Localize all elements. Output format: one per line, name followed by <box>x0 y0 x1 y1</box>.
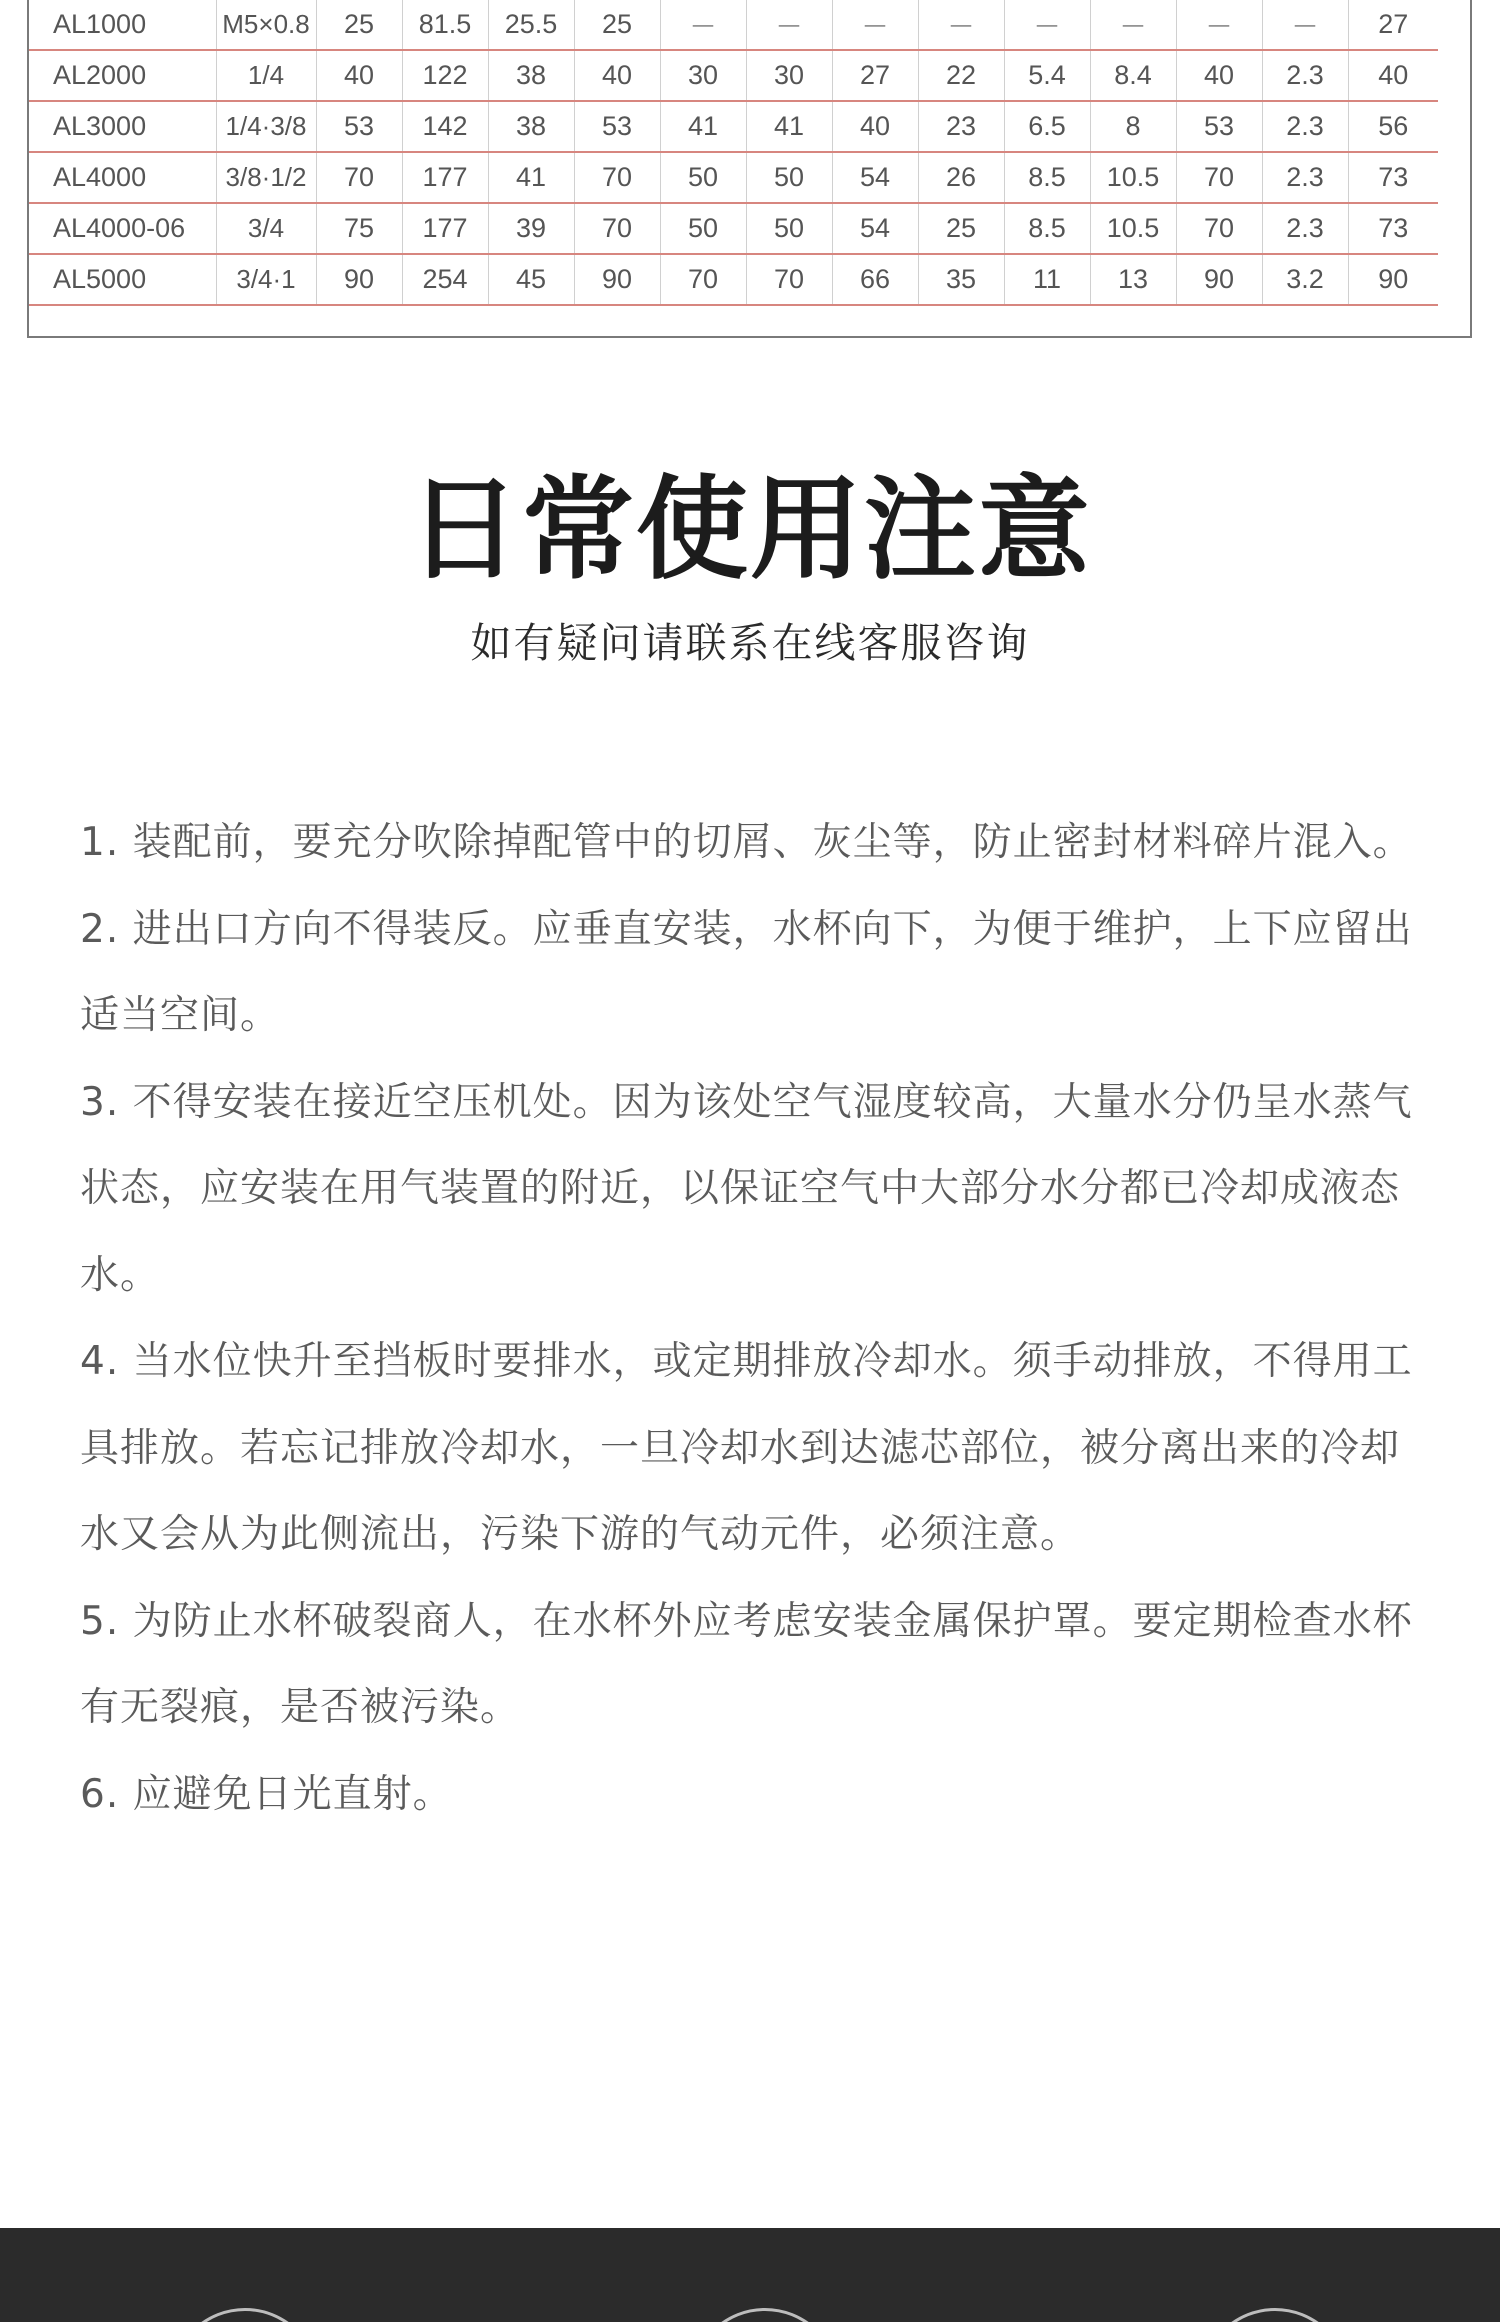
port-size-cell: 1/4 <box>216 50 316 101</box>
table-cell: 54 <box>832 152 918 203</box>
table-cell: 50 <box>660 152 746 203</box>
table-cell: 40 <box>832 101 918 152</box>
table-cell: 13 <box>1090 254 1176 305</box>
table-cell: 41 <box>488 152 574 203</box>
table-cell: 41 <box>746 101 832 152</box>
table-cell: 66 <box>832 254 918 305</box>
table-cell: 177 <box>402 152 488 203</box>
note-item: 4. 当水位快升至挡板时要排水，或定期排放冷却水。须手动排放，不得用工具排放。若忘记排放冷却水，一旦冷却水到达滤芯部位，被分离出来的冷却水又会从为此侧流出，污染下游的气动元件，必须注意。 <box>80 1339 1413 1557</box>
table-cell: 73 <box>1348 203 1438 254</box>
table-cell: 22 <box>918 50 1004 101</box>
table-cell: 53 <box>316 101 402 152</box>
spec-table <box>29 0 1438 306</box>
model-cell: AL4000 <box>29 152 216 203</box>
table-cell: 30 <box>660 50 746 101</box>
table-cell: 50 <box>746 203 832 254</box>
section-title: 日常使用注意 <box>408 465 1092 595</box>
table-cell: 25.5 <box>488 0 574 50</box>
table-cell: 50 <box>660 203 746 254</box>
table-cell: 8.4 <box>1090 50 1176 101</box>
table-cell: 122 <box>402 50 488 101</box>
table-cell: 40 <box>1176 50 1262 101</box>
table-cell: 73 <box>1348 152 1438 203</box>
table-cell: 70 <box>316 152 402 203</box>
table-cell: 35 <box>918 254 1004 305</box>
table-cell: 10.5 <box>1090 203 1176 254</box>
table-row <box>29 254 1438 305</box>
table-cell: 70 <box>746 254 832 305</box>
model-cell: AL2000 <box>29 50 216 101</box>
usage-notes-list <box>80 800 1420 1838</box>
model-cell: AL1000 <box>29 0 216 50</box>
note-item: 1. 装配前，要充分吹除掉配管中的切屑、灰尘等，防止密封材料碎片混入。 <box>80 820 1413 865</box>
table-cell: 56 <box>1348 101 1438 152</box>
port-size-cell: 3/4·1 <box>216 254 316 305</box>
note-item: 3. 不得安装在接近空压机处。因为该处空气湿度较高，大量水分仍呈水蒸气状态，应安装在用气装置的附近，以保证空气中大部分水分都已冷却成液态水。 <box>80 1079 1413 1298</box>
table-cell: 25 <box>918 203 1004 254</box>
port-size-cell: 1/4·3/8 <box>216 101 316 152</box>
port-size-cell: M5×0.8 <box>216 0 316 50</box>
table-row <box>29 50 1438 101</box>
table-cell: 90 <box>574 254 660 305</box>
table-cell: 54 <box>832 203 918 254</box>
model-cell: AL4000-06 <box>29 203 216 254</box>
table-cell: － <box>1262 0 1348 50</box>
table-row <box>29 203 1438 254</box>
table-cell: 27 <box>832 50 918 101</box>
table-cell: 75 <box>316 203 402 254</box>
table-cell: － <box>918 0 1004 50</box>
table-cell: － <box>660 0 746 50</box>
table-cell: 2.3 <box>1262 101 1348 152</box>
table-cell: 30 <box>746 50 832 101</box>
table-cell: 40 <box>574 50 660 101</box>
table-cell: 90 <box>1176 254 1262 305</box>
table-cell: 50 <box>746 152 832 203</box>
table-row <box>29 0 1438 50</box>
table-cell: 23 <box>918 101 1004 152</box>
table-cell: 3.2 <box>1262 254 1348 305</box>
table-cell: 177 <box>402 203 488 254</box>
table-cell: 70 <box>574 152 660 203</box>
table-cell: 90 <box>1348 254 1438 305</box>
model-cell: AL5000 <box>29 254 216 305</box>
model-cell: AL3000 <box>29 101 216 152</box>
table-cell: 2.3 <box>1262 203 1348 254</box>
table-cell: － <box>1090 0 1176 50</box>
table-cell: 8.5 <box>1004 203 1090 254</box>
table-row <box>29 152 1438 203</box>
table-cell: 2.3 <box>1262 50 1348 101</box>
table-cell: － <box>1176 0 1262 50</box>
table-cell: 25 <box>316 0 402 50</box>
spec-table-body <box>29 0 1438 305</box>
table-cell: 70 <box>660 254 746 305</box>
table-cell: 11 <box>1004 254 1090 305</box>
table-cell: 45 <box>488 254 574 305</box>
note-item: 6. 应避免日光直射。 <box>80 1771 453 1817</box>
table-cell: 70 <box>574 203 660 254</box>
note-item: 2. 进出口方向不得装反。应垂直安装，水杯向下，为便于维护，上下应留出适当空间。 <box>80 906 1413 1038</box>
footer-circle-icon <box>690 2308 840 2322</box>
table-cell: 8.5 <box>1004 152 1090 203</box>
footer-circle-icon <box>170 2308 320 2322</box>
port-size-cell: 3/4 <box>216 203 316 254</box>
table-cell: 26 <box>918 152 1004 203</box>
table-cell: 81.5 <box>402 0 488 50</box>
table-cell: 90 <box>316 254 402 305</box>
note-item: 5. 为防止水杯破裂商人，在水杯外应考虑安装金属保护罩。要定期检查水杯有无裂痕，是否被污染。 <box>80 1598 1413 1730</box>
table-cell: 2.3 <box>1262 152 1348 203</box>
table-cell: － <box>746 0 832 50</box>
footer-band <box>0 2228 1500 2322</box>
table-cell: － <box>832 0 918 50</box>
table-cell: 70 <box>1176 203 1262 254</box>
table-cell: 254 <box>402 254 488 305</box>
table-cell: 53 <box>1176 101 1262 152</box>
table-cell: 25 <box>574 0 660 50</box>
table-cell: 40 <box>1348 50 1438 101</box>
table-cell: 70 <box>1176 152 1262 203</box>
footer-circle-icon <box>1200 2308 1350 2322</box>
table-cell: 142 <box>402 101 488 152</box>
spec-table-container <box>27 0 1472 338</box>
table-cell: 6.5 <box>1004 101 1090 152</box>
table-cell: 27 <box>1348 0 1438 50</box>
table-cell: 10.5 <box>1090 152 1176 203</box>
table-cell: 40 <box>316 50 402 101</box>
table-cell: 38 <box>488 50 574 101</box>
table-row <box>29 101 1438 152</box>
table-cell: 8 <box>1090 101 1176 152</box>
table-cell: 41 <box>660 101 746 152</box>
section-subtitle: 如有疑问请联系在线客服咨询 <box>470 619 1030 667</box>
table-cell: 38 <box>488 101 574 152</box>
table-cell: 39 <box>488 203 574 254</box>
table-cell: 5.4 <box>1004 50 1090 101</box>
table-cell: － <box>1004 0 1090 50</box>
port-size-cell: 3/8·1/2 <box>216 152 316 203</box>
table-cell: 53 <box>574 101 660 152</box>
